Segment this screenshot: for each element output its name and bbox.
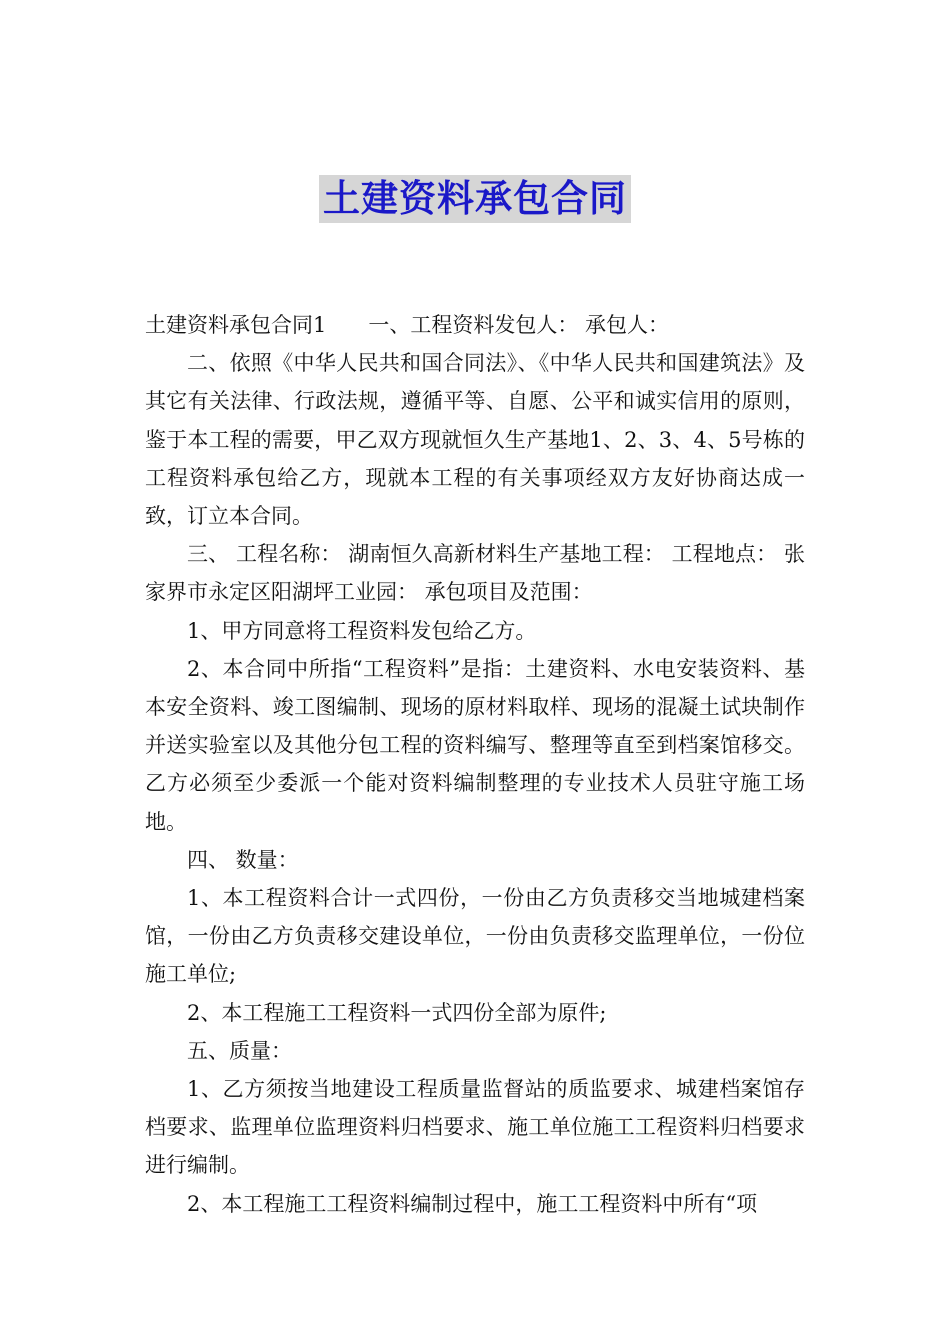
- paragraph-6: 四、 数量：: [187, 847, 299, 872]
- paragraph-7: 1、本工程资料合计一式四份，一份由乙方负责移交当地城建档案馆，一份由乙方负责移交建设单位，一份由负责移交监理单位，一份位施工单位;: [145, 886, 805, 987]
- paragraph-9: 五、质量：: [187, 1038, 292, 1063]
- paragraph-text: 一、工程资料发包人： 承包人：: [368, 313, 670, 337]
- paragraph-4: 1、甲方同意将工程资料发包给乙方。: [187, 618, 537, 643]
- paragraph-lead: 土建资料承包合同1: [145, 313, 327, 337]
- document-title: 土建资料承包合同: [319, 175, 631, 223]
- paragraph-10: 1、乙方须按当地建设工程质量监督站的质监要求、城建档案馆存档要求、监理单位监理资料归档要求、施工单位施工工程资料归档要求进行编制。: [145, 1077, 805, 1178]
- paragraph-2: 二、依照《中华人民共和国合同法》、《中华人民共和国建筑法》及其它有关法律、行政法规，遵循平等、自愿、公平和诚实信用的原则，鉴于本工程的需要，甲乙双方现就恒久生产基地1、2、3、4、5号栋的工程资料承包给乙方，现就本工程的有关事项经双方友好协商达成一致，订立本合同。: [145, 351, 805, 529]
- paragraph-1: [145, 306, 805, 344]
- title-container: [0, 175, 950, 223]
- document-body: [145, 306, 805, 1223]
- paragraph-8: 2、本工程施工工程资料一式四份全部为原件;: [187, 1000, 607, 1025]
- paragraph-5: 2、本合同中所指“工程资料”是指：土建资料、水电安装资料、基本安全资料、竣工图编制、现场的原材料取样、现场的混凝土试块制作并送实验室以及其他分包工程的资料编写、整理等直至到档案馆移交。乙方必须至少委派一个能对资料编制整理的专业技术人员驻守施工场地。: [145, 656, 805, 834]
- paragraph-3: 三、 工程名称： 湖南恒久高新材料生产基地工程： 工程地点： 张家界市永定区阳湖坪工业园： 承包项目及范围：: [145, 542, 805, 605]
- paragraph-11: 2、本工程施工工程资料编制过程中，施工工程资料中所有“项: [187, 1191, 758, 1216]
